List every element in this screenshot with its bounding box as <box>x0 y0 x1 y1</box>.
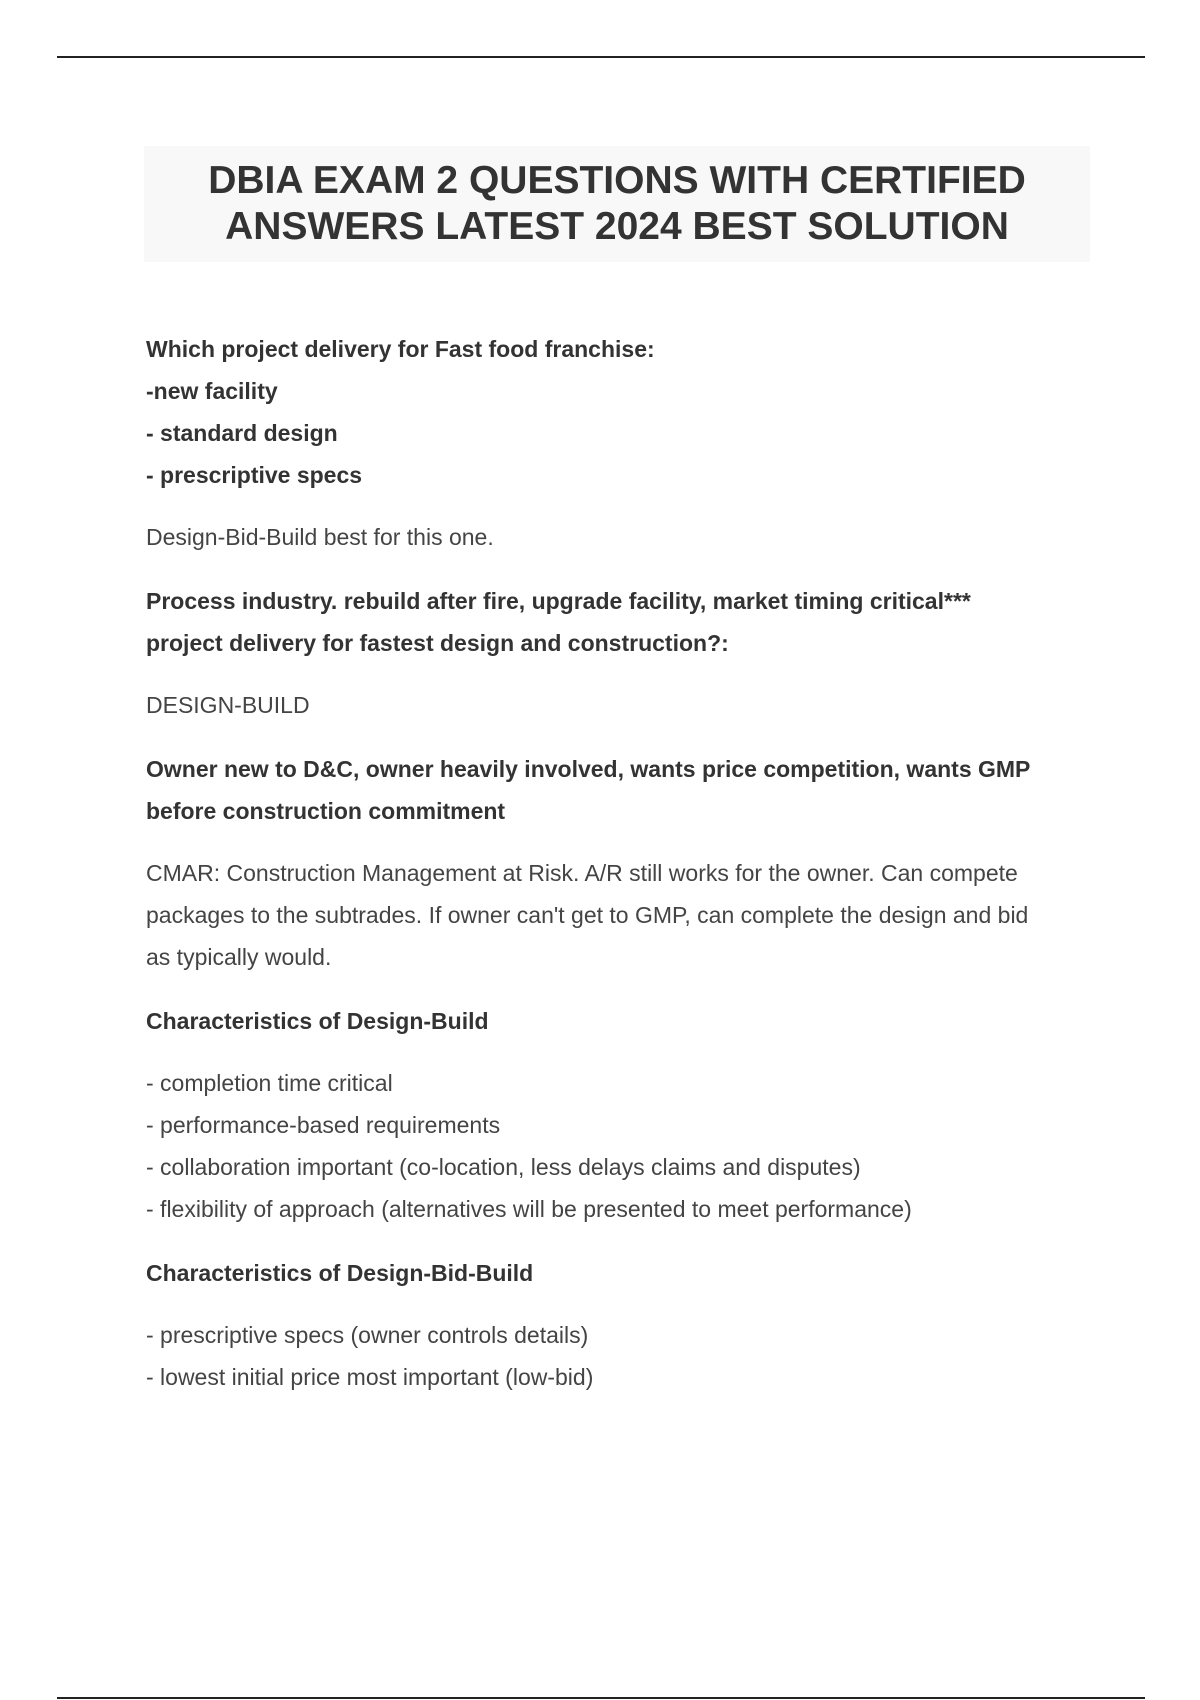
question-line: Owner new to D&C, owner heavily involved, wants price competition, wants GMP <box>146 756 1031 782</box>
answer-line: DESIGN-BUILD <box>146 692 310 718</box>
question-line: before construction commitment <box>146 798 506 824</box>
answer <box>146 516 1096 558</box>
question <box>146 580 1096 664</box>
question <box>146 1252 1096 1294</box>
answer <box>146 1314 1096 1398</box>
question-line: - standard design <box>146 420 338 446</box>
answer-line: - collaboration important (co-location, less delays claims and disputes) <box>146 1154 861 1180</box>
qa-item <box>146 1252 1096 1398</box>
question <box>146 328 1096 496</box>
answer-line: - performance-based requirements <box>146 1112 501 1138</box>
answer <box>146 852 1096 978</box>
answer-line: - prescriptive specs (owner controls details) <box>146 1322 589 1348</box>
bottom-rule <box>57 1697 1145 1699</box>
question-line: -new facility <box>146 378 278 404</box>
qa-list <box>146 328 1096 1398</box>
qa-item <box>146 328 1096 558</box>
question-line: Process industry. rebuild after fire, upgrade facility, market timing critical*** <box>146 588 971 614</box>
qa-item <box>146 1000 1096 1230</box>
question <box>146 1000 1096 1042</box>
answer-line: CMAR: Construction Management at Risk. A/R still works for the owner. Can compete <box>146 860 1018 886</box>
answer <box>146 684 1096 726</box>
title-banner <box>144 146 1090 262</box>
question-line: project delivery for fastest design and construction?: <box>146 630 729 656</box>
answer <box>146 1062 1096 1230</box>
answer-line: Design-Bid-Build best for this one. <box>146 524 494 550</box>
top-rule <box>57 56 1145 58</box>
question-line: Characteristics of Design-Build <box>146 1008 489 1034</box>
answer-line: - completion time critical <box>146 1070 393 1096</box>
answer-line: packages to the subtrades. If owner can't get to GMP, can complete the design and bid <box>146 902 1029 928</box>
answer-line: as typically would. <box>146 944 332 970</box>
answer-line: - flexibility of approach (alternatives will be presented to meet performance) <box>146 1196 912 1222</box>
qa-item <box>146 748 1096 978</box>
question-line: Characteristics of Design-Bid-Build <box>146 1260 534 1286</box>
answer-line: - lowest initial price most important (low-bid) <box>146 1364 594 1390</box>
question-line: - prescriptive specs <box>146 462 363 488</box>
qa-item <box>146 580 1096 726</box>
question-line: Which project delivery for Fast food franchise: <box>146 336 655 362</box>
question <box>146 748 1096 832</box>
title-line-1: DBIA EXAM 2 QUESTIONS WITH CERTIFIED <box>208 159 1026 202</box>
title-line-2: ANSWERS LATEST 2024 BEST SOLUTION <box>225 205 1009 248</box>
